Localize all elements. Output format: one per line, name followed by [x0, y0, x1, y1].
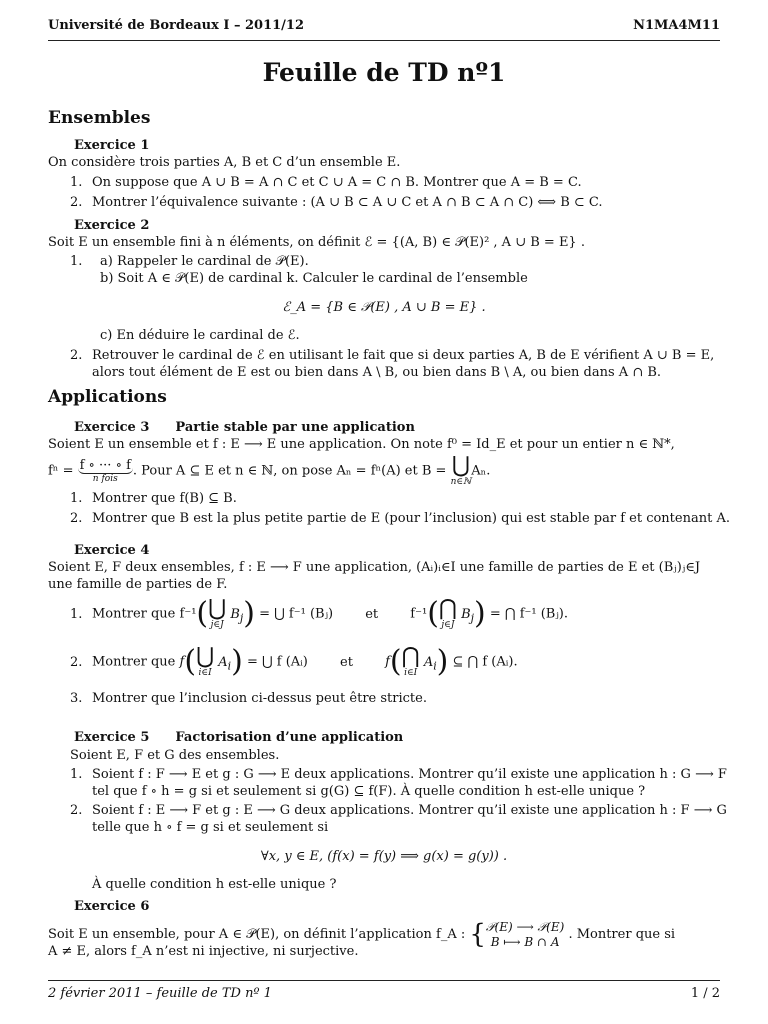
exercise-5-q1b: tel que f ∘ h = g si et seulement si g(G) ⊆ f(F). À quelle condition h est-elle unique ?: [92, 784, 646, 799]
exercise-5-intro: Soient E, F et G des ensembles.: [70, 748, 280, 763]
exercise-2-intro: Soit E un ensemble fini à n éléments, on définit ℰ = {(A, B) ∈ 𝒫(E)² , A ∪ B = E} .: [48, 235, 585, 250]
page-title: Feuille de TD nº1: [262, 58, 506, 87]
exercise-1-q2: 2. Montrer l’équivalence suivante : (A ∪ B ⊂ A ∪ C et A ∩ B ⊂ A ∩ C) ⟺ B ⊂ C.: [70, 195, 603, 210]
exercise-6-line2: A ≠ E, alors f_A n’est ni injective, ni surjective.: [48, 944, 359, 959]
section-applications: Applications: [48, 387, 167, 407]
section-ensembles: Ensembles: [48, 108, 151, 128]
header-rule: [48, 40, 720, 41]
exercise-3-q2: 2. Montrer que B est la plus petite partie de E (pour l’inclusion) qui est stable par f et contenant A.: [70, 511, 730, 526]
exercise-4-q3: 3. Montrer que l’inclusion ci-dessus peut être stricte.: [70, 691, 427, 706]
footer-date: 2 février 2011 – feuille de TD nº 1: [48, 986, 272, 1001]
underbrace: f ∘ ··· ∘ f: [79, 458, 131, 473]
exercise-6-title: Exercice 6: [74, 899, 150, 914]
exercise-2-formula: ℰ_A = {B ∈ 𝒫(E) , A ∪ B = E} .: [282, 300, 486, 315]
exercise-5-formula: ∀x, y ∈ E, (f(x) = f(y) ⟹ g(x) = g(y)) .: [260, 849, 508, 864]
exercise-4-line1: Soient E, F deux ensembles, f : E ⟶ F une application, (Aᵢ)ᵢ∈I une famille de parties de E et (Bⱼ)ⱼ∈J: [48, 560, 701, 575]
exercise-1-title: Exercice 1: [74, 138, 150, 153]
exercise-2-q2a: 2. Retrouver le cardinal de ℰ en utilisant le fait que si deux parties A, B de E vérifient A ∪ B = E,: [70, 348, 715, 363]
exercise-2-qb: b) Soit A ∈ 𝒫(E) de cardinal k. Calculer le cardinal de l’ensemble: [100, 271, 528, 286]
exercise-5-q1a: 1. Soient f : F ⟶ E et g : G ⟶ E deux applications. Montrer qu’il existe une application h : G ⟶ F: [70, 767, 727, 782]
exercise-2-qc: c) En déduire le cardinal de ℰ.: [100, 328, 300, 343]
footer-page-number: 1 / 2: [690, 986, 720, 1001]
exercise-5-q2b: telle que h ∘ f = g si et seulement si: [92, 820, 329, 835]
exercise-4-line2: une famille de parties de F.: [48, 577, 228, 592]
exercise-3-q1: 1. Montrer que f(B) ⊆ B.: [70, 491, 237, 506]
exercise-4-q2: 2. Montrer que f( ⋃ i∈I $A_i$) = ⋃ f (Aᵢ) et f( ⋂ i∈I $A_i$) ⊆ ⋂ f (Aᵢ).: [70, 644, 518, 679]
exercise-3-title: Exercice 3 Partie stable par une application: [74, 420, 415, 435]
exercise-3-line2: fⁿ = f ∘ ··· ∘ f n fois . Pour A ⊆ E et n ∈ ℕ, on pose Aₙ = fⁿ(A) et B = ⋃ n∈ℕ Aₙ.: [48, 453, 491, 487]
exercise-3-line1: Soient E un ensemble et f : E ⟶ E une application. On note f⁰ = Id_E et pour un entier n ∈ ℕ*,: [48, 437, 675, 452]
exercise-4-title: Exercice 4: [74, 543, 150, 558]
exercise-2-q2b: alors tout élément de E est ou bien dans A \ B, ou bien dans B \ A, ou bien dans A ∩ B.: [92, 365, 662, 380]
header-institution: Université de Bordeaux I – 2011/12: [48, 18, 305, 33]
exercise-1-intro: On considère trois parties A, B et C d’un ensemble E.: [48, 155, 401, 170]
exercise-1-q1: 1. On suppose que A ∪ B = A ∩ C et C ∪ A = C ∩ B. Montrer que A = B = C.: [70, 175, 582, 190]
exercise-5-q2a: 2. Soient f : E ⟶ F et g : E ⟶ G deux applications. Montrer qu’il existe une application h : F ⟶ G: [70, 803, 727, 818]
footer-rule: [48, 980, 720, 981]
header-course-code: N1MA4M11: [633, 18, 720, 33]
exercise-4-q1: 1. Montrer que f⁻¹( ⋃ j∈J $B_j$) = ⋃ f⁻¹ (Bⱼ) et f⁻¹( ⋂ j∈J $B_j$) = ⋂ f⁻¹ (Bⱼ).: [70, 596, 568, 631]
exercise-5-q2c: À quelle condition h est-elle unique ?: [92, 877, 337, 892]
exercise-2-title: Exercice 2: [74, 218, 150, 233]
exercise-2-qa: 1. a) Rappeler le cardinal de 𝒫(E).: [70, 254, 309, 269]
exercise-6-line1: Soit E un ensemble, pour A ∈ 𝒫(E), on définit l’application f_A : { 𝒫(E) ⟶ 𝒫(E) B ⟼ B ∩ A . Montrer que si: [48, 919, 676, 950]
exercise-5-title: Exercice 5 Factorisation d’une application: [74, 730, 404, 745]
